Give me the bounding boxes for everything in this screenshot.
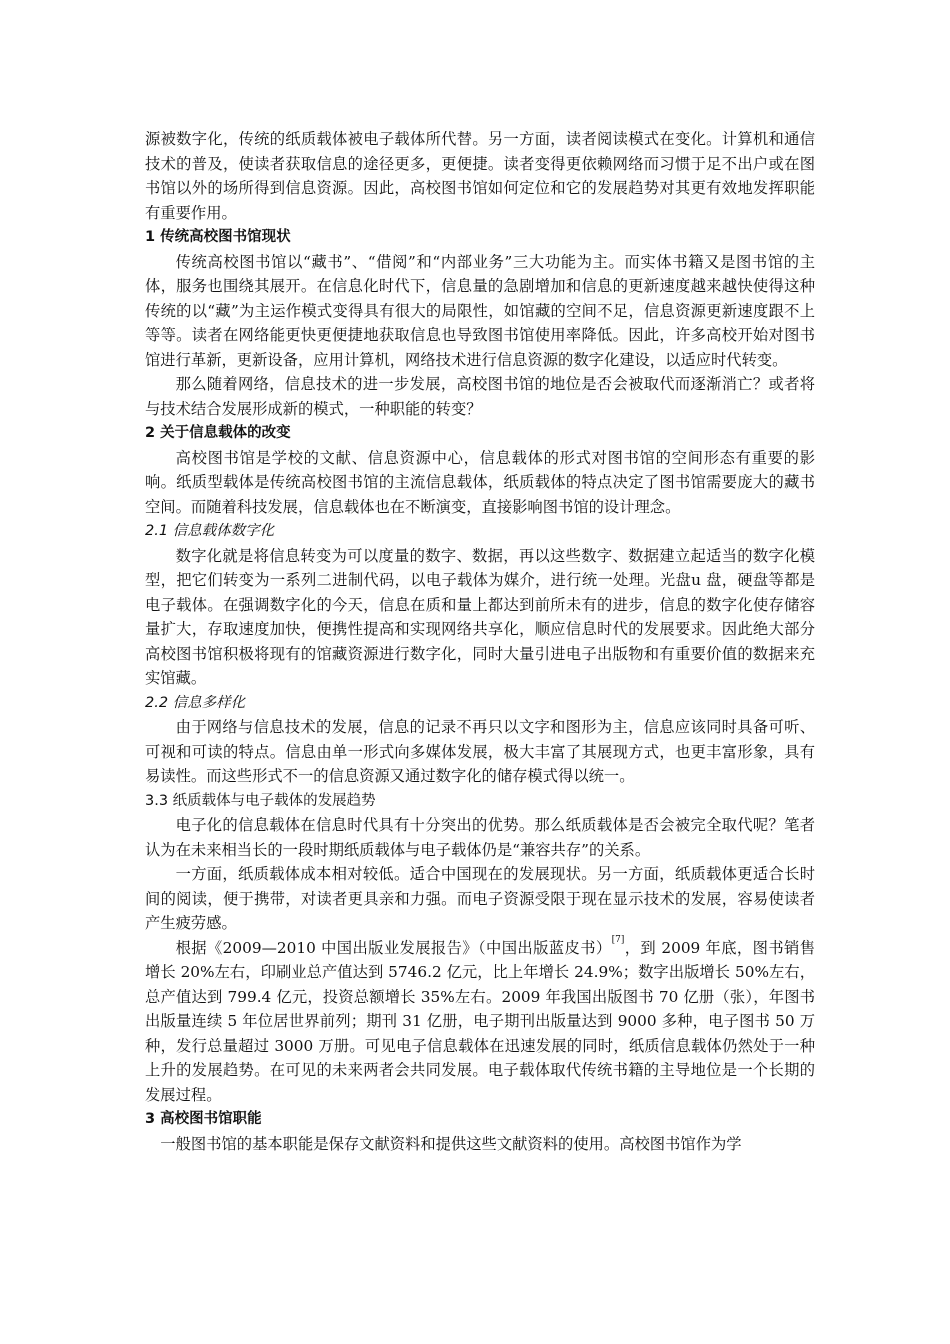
paragraph-statistics (145, 936, 815, 1108)
heading-section-2-1: 2.1 信息载体数字化 (145, 523, 275, 539)
heading-section-3-3: 3.3 纸质载体与电子载体的发展趋势 (145, 792, 376, 809)
heading-section-1: 1 传统高校图书馆现状 (145, 229, 291, 245)
statistics-text-rest: ，到 2009 年底，图书销售增长 20%左右，印刷业总产值达到 5746.2 亿元，比上年增长 24.9%；数字出版增长 50%左右，总产值达到 799.4 亿元，投资总额增长 35%左右。2009 年我国出版图书 70 亿册（张），年图书出版量连续 5 年位居世界前列；期刊 31 亿册，电子期刊出版量达到 9000 多种，电子图书 50 万种，发行总量超过 3000 万册。可见电子信息载体在迅速发展的同时，纸质信息载体仍然处于一种上升的发展趋势。在可见的未来两者会共同发展。电子载体取代传统书籍的主导地位是一个长期的发展过程。 (145, 938, 815, 1104)
paragraph-question: 那么随着网络，信息技术的进一步发展，高校图书馆的地位是否会被取代而逐渐消亡？或者将与技术结合发展形成新的模式，一种职能的转变？ (145, 375, 815, 418)
heading-section-3: 3 高校图书馆职能 (145, 1111, 262, 1127)
heading-section-2-2: 2.2 信息多样化 (145, 694, 246, 711)
paragraph-intro-continued: 源被数字化，传统的纸质载体被电子载体所代替。另一方面，读者阅读模式在变化。计算机和通信技术的普及，使读者获取信息的途径更多，更便捷。读者变得更依赖网络而习惯于足不出户或在图书馆以外的场所得到信息资源。因此，高校图书馆如何定位和它的发展趋势对其更有效地发挥职能有重要作用。 (145, 130, 815, 222)
paragraph-carrier-change: 高校图书馆是学校的文献、信息资源中心，信息载体的形式对图书馆的空间形态有重要的影响。纸质型载体是传统高校图书馆的主流信息载体，纸质载体的特点决定了图书馆需要庞大的藏书空间。而随着科技发展，信息载体也在不断演变，直接影响图书馆的设计理念。 (145, 448, 815, 516)
paragraph-paper-advantage: 一方面，纸质载体成本相对较低。适合中国现在的发展现状。另一方面，纸质载体更适合长时间的阅读，便于携带，对读者更具亲和力强。而电子资源受限于现在显示技术的发展，容易使读者产生疲劳感。 (145, 865, 815, 932)
statistics-text-start: 根据《2009—2010 中国出版业发展报告》（中国出版蓝皮书） (175, 938, 612, 957)
paragraph-traditional-library: 传统高校图书馆以“藏书”、“借阅”和“内部业务”三大功能为主。而实体书籍又是图书馆的主体，服务也围绕其展开。在信息化时代下，信息量的急剧增加和信息的更新速度越来越快使得这种传统的以“藏”为主运作模式变得具有很大的局限性，如馆藏的空间不足，信息资源更新速度跟不上等等。读者在网络能更快更便捷地获取信息也导致图书馆使用率降低。因此，许多高校开始对图书馆进行革新，更新设备，应用计算机，网络技术进行信息资源的数字化建设，以适应时代转变。 (145, 252, 815, 369)
paragraph-library-functions: 一般图书馆的基本职能是保存文献资料和提供这些文献资料的使用。高校图书馆作为学 (160, 1134, 742, 1153)
document-body (145, 127, 815, 1156)
paragraph-diversification: 由于网络与信息技术的发展，信息的记录不再只以文字和图形为主，信息应该同时具备可听、可视和可读的特点。信息由单一形式向多媒体发展，极大丰富了其展现方式，也更丰富形象，具有易读性。而这些形式不一的信息资源又通过数字化的储存模式得以统一。 (145, 718, 815, 785)
paragraph-digitization: 数字化就是将信息转变为可以度量的数字、数据，再以这些数字、数据建立起适当的数字化模型，把它们转变为一系列二进制代码，以电子载体为媒介，进行统一处理。光盘u 盘，硬盘等都是电子载体。在强调数字化的今天，信息在质和量上都达到前所未有的进步，信息的数字化使存储容量扩大，存取速度加快，便携性提高和实现网络共享化，顺应信息时代的发展要求。因此绝大部分高校图书馆积极将现有的馆藏资源进行数字化，同时大量引进电子出版物和有重要价值的数据来充实馆藏。 (145, 546, 815, 687)
citation-reference: [7] (611, 934, 625, 945)
heading-section-2: 2 关于信息载体的改变 (145, 425, 291, 441)
paragraph-electronic-advantage: 电子化的信息载体在信息时代具有十分突出的优势。那么纸质载体是否会被完全取代呢？笔者认为在未来相当长的一段时期纸质载体与电子载体仍是“兼容共存”的关系。 (145, 816, 815, 859)
